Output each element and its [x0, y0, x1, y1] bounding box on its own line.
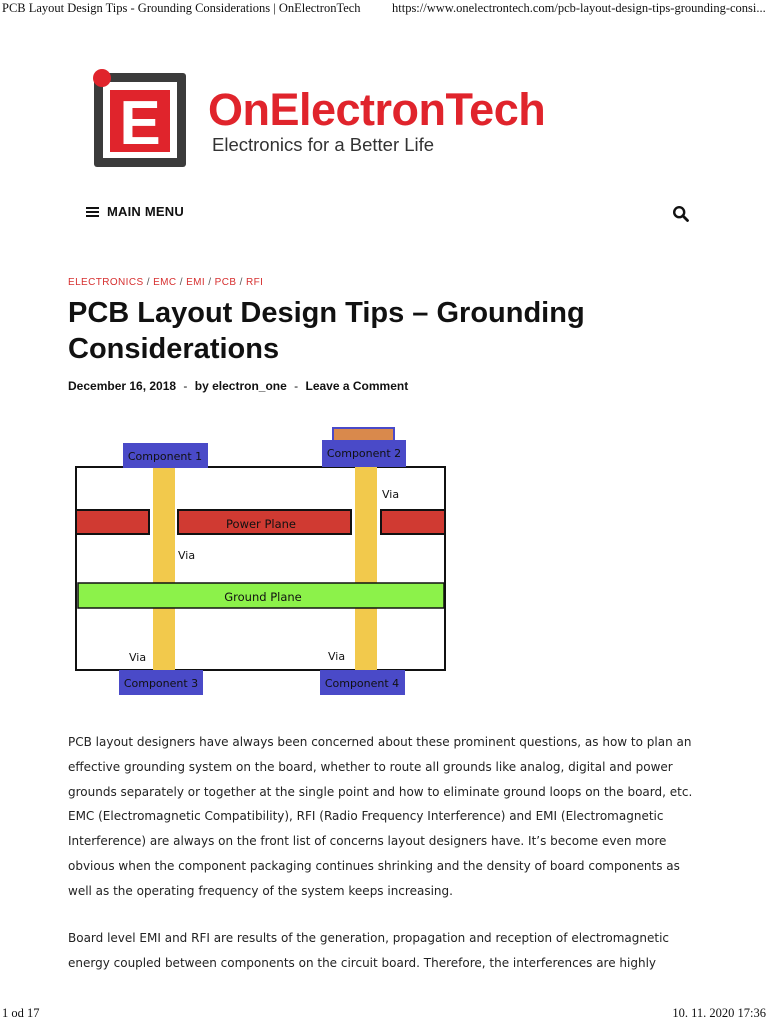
- article-paragraph: PCB layout designers have always been concerned about these prominent questions, as how to plan an effective grounding system on the board, whether to route all grounds like analog, digital and power grounds separately or together at the single point and how to eliminate ground loops on the board, etc. EMC (Electromagnetic Compatibility), RFI (Radio Frequency Interference) and EMI (Electromagnetic Interference) are always on the front list of concerns layout designers have. It’s become even more obvious when the component packaging continues shrinking and the density of board components as well as the operating frequency of the system keeps increasing.: [68, 735, 693, 898]
- print-page-number: 1 od 17: [2, 1006, 40, 1020]
- via-right: [355, 466, 377, 672]
- meta-separator: -: [294, 379, 299, 393]
- hamburger-icon: [86, 207, 99, 217]
- component-3-label: Component 3: [123, 677, 199, 690]
- power-plane-right: [381, 510, 445, 534]
- component-2-package: [333, 428, 394, 441]
- component-1-label: Component 1: [127, 450, 203, 463]
- via-left: [153, 466, 175, 672]
- article-paragraph: Board level EMI and RFI are results of the generation, propagation and reception of electromagnetic energy coupled between components on the circuit board. Therefore, the interferences are highly: [68, 931, 670, 970]
- search-icon[interactable]: [672, 205, 690, 223]
- main-menu-button[interactable]: [86, 204, 184, 219]
- pcb-grounding-diagram: [68, 424, 452, 700]
- article-meta: [68, 379, 408, 393]
- category-breadcrumb: [68, 277, 263, 288]
- logo-tagline: Electronics for a Better Life: [212, 134, 435, 155]
- breadcrumb-separator: /: [208, 277, 212, 288]
- print-page-url: https://www.onelectrontech.com/pcb-layout-design-tips-grounding-consi...: [392, 1, 766, 15]
- breadcrumb-separator: /: [239, 277, 243, 288]
- print-header: [0, 0, 768, 20]
- component-2-label: Component 2: [326, 447, 402, 460]
- via-label-bottom-right: Via: [328, 650, 346, 663]
- power-plane-left: [76, 510, 149, 534]
- component-4-label: Component 4: [324, 677, 400, 690]
- power-plane-label: Power Plane: [226, 517, 296, 531]
- logo-mark-icon: [90, 68, 190, 172]
- print-footer: [0, 1006, 768, 1024]
- category-link-emi[interactable]: EMI: [186, 277, 206, 288]
- main-navigation: [68, 198, 698, 230]
- print-datetime: 10. 11. 2020 17:36: [672, 1006, 766, 1020]
- leave-comment-link[interactable]: Leave a Comment: [305, 379, 409, 393]
- meta-separator: -: [183, 379, 188, 393]
- via-label-bottom-left: Via: [129, 651, 147, 664]
- breadcrumb-separator: /: [146, 277, 150, 288]
- via-label-top-right: Via: [382, 488, 400, 501]
- category-link-pcb[interactable]: PCB: [214, 277, 237, 288]
- ground-plane-label: Ground Plane: [224, 590, 302, 604]
- category-link-rfi[interactable]: RFI: [245, 277, 264, 288]
- article-title: PCB Layout Design Tips – Grounding Considerations: [68, 297, 585, 365]
- logo-brand-name: OnElectronTech: [208, 84, 546, 135]
- post-date: December 16, 2018: [68, 379, 177, 393]
- via-label-mid-left: Via: [178, 549, 196, 562]
- print-page-title: PCB Layout Design Tips - Grounding Considerations | OnElectronTech: [2, 1, 361, 15]
- main-menu-label: MAIN MENU: [107, 204, 184, 219]
- breadcrumb-separator: /: [179, 277, 183, 288]
- logo-letter: E: [119, 89, 161, 158]
- category-link-emc[interactable]: EMC: [153, 277, 177, 288]
- author-link[interactable]: by electron_one: [194, 379, 287, 393]
- site-logo[interactable]: [90, 68, 630, 172]
- category-link-electronics[interactable]: ELECTRONICS: [68, 277, 144, 288]
